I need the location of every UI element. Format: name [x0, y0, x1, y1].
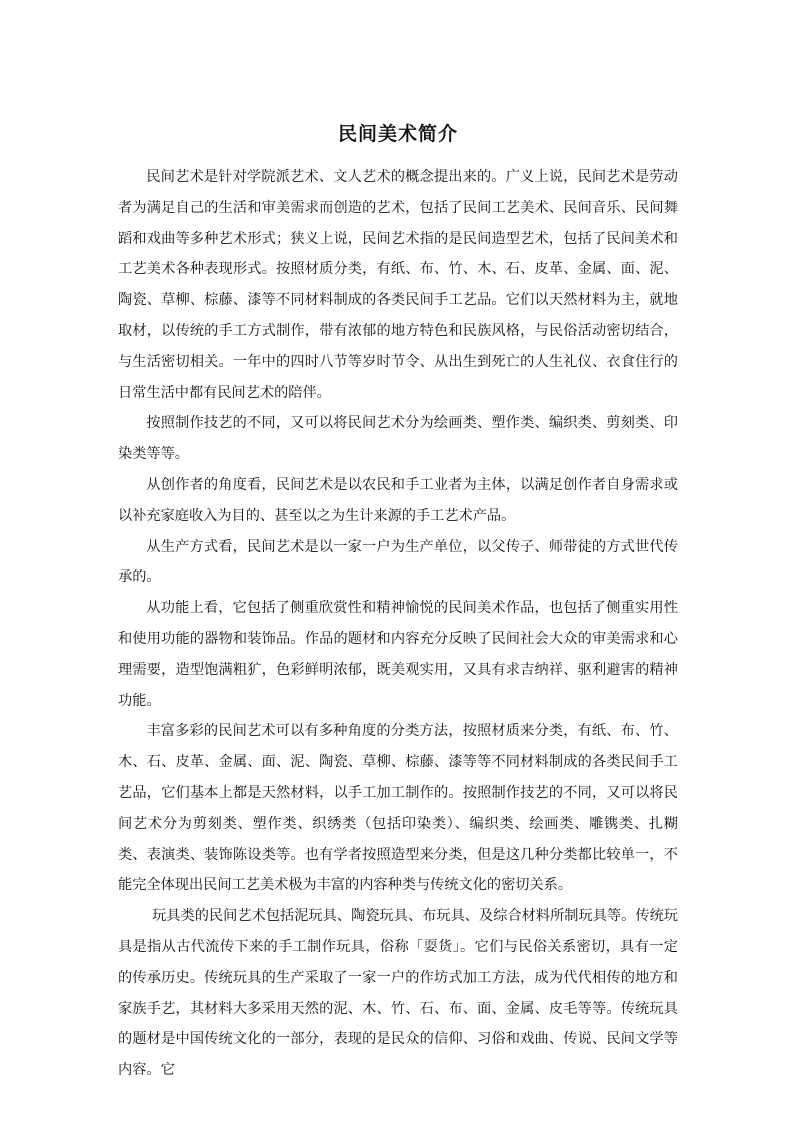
paragraph-creator: 从创作者的角度看，民间艺术是以农民和手工业者为主体，以满足创作者自身需求或以补充家庭收入为目的、甚至以之为生计来源的手工艺术产品。: [118, 476, 678, 524]
document-body: [118, 120, 678, 1086]
paragraph-production: 从生产方式看，民间艺术是以一家一户为生产单位，以父传子、师带徒的方式世代传承的。: [118, 538, 678, 586]
paragraph-function: 从功能上看，它包括了侧重欣赏性和精神愉悦的民间美术作品，也包括了侧重实用性和使用功能的器物和装饰品。作品的题材和内容充分反映了民间社会大众的审美需求和心理需要，造型饱满粗犷，色彩鲜明浓郁，既美观实用，又具有求吉纳祥、驱利避害的精神功能。: [118, 600, 678, 709]
paragraph-classification: 丰富多彩的民间艺术可以有多种角度的分类方法，按照材质来分类，有纸、布、竹、木、石、皮革、金属、面、泥、陶瓷、草柳、棕藤、漆等等不同材料制成的各类民间手工艺品，它们基本上都是天然材料，以手工加工制作的。按照制作技艺的不同，又可以将民间艺术分为剪刻类、塑作类、织绣类（包括印染类）、编织类、绘画类、雕镌类、扎糊类、表演类、装饰陈设类等。也有学者按照造型来分类，但是这几种分类都比较单一，不能完全体现出民间工艺美术极为丰富的内容种类与传统文化的密切关系。: [118, 723, 678, 894]
paragraph-technique: 按照制作技艺的不同，又可以将民间艺术分为绘画类、塑作类、编织类、剪刻类、印染类等等。: [118, 415, 678, 463]
paragraph-definition: 民间艺术是针对学院派艺术、文人艺术的概念提出来的。广义上说，民间艺术是劳动者为满足自己的生活和审美需求而创造的艺术，包括了民间工艺美术、民间音乐、民间舞蹈和戏曲等多种艺术形式；狭义上说，民间艺术指的是民间造型艺术，包括了民间美术和工艺美术各种表现形式。按照材质分类，有纸、布、竹、木、石、皮革、金属、面、泥、陶瓷、草柳、棕藤、漆等不同材料制成的各类民间手工艺品。它们以天然材料为主，就地取材，以传统的手工方式制作，带有浓郁的地方特色和民族风格，与民俗活动密切结合，与生活密切相关。一年中的四时八节等岁时节令、从出生到死亡的人生礼仪、衣食住行的日常生活中都有民间艺术的陪伴。: [118, 169, 678, 401]
document-title: 民间美术简介: [337, 123, 458, 145]
paragraph-toys: 玩具类的民间艺术包括泥玩具、陶瓷玩具、布玩具、及综合材料所制玩具等。传统玩具是指从古代流传下来的手工制作玩具，俗称「耍货」。它们与民俗关系密切，具有一定的传承历史。传统玩具的生产采取了一家一户的作坊式加工方法，成为代代相传的地方和家族手艺，其材料大多采用天然的泥、木、竹、石、布、面、金属、皮毛等等。传统玩具的题材是中国传统文化的一部分，表现的是民众的信仰、习俗和戏曲、传说、民间文学等内容。它: [118, 908, 678, 1079]
